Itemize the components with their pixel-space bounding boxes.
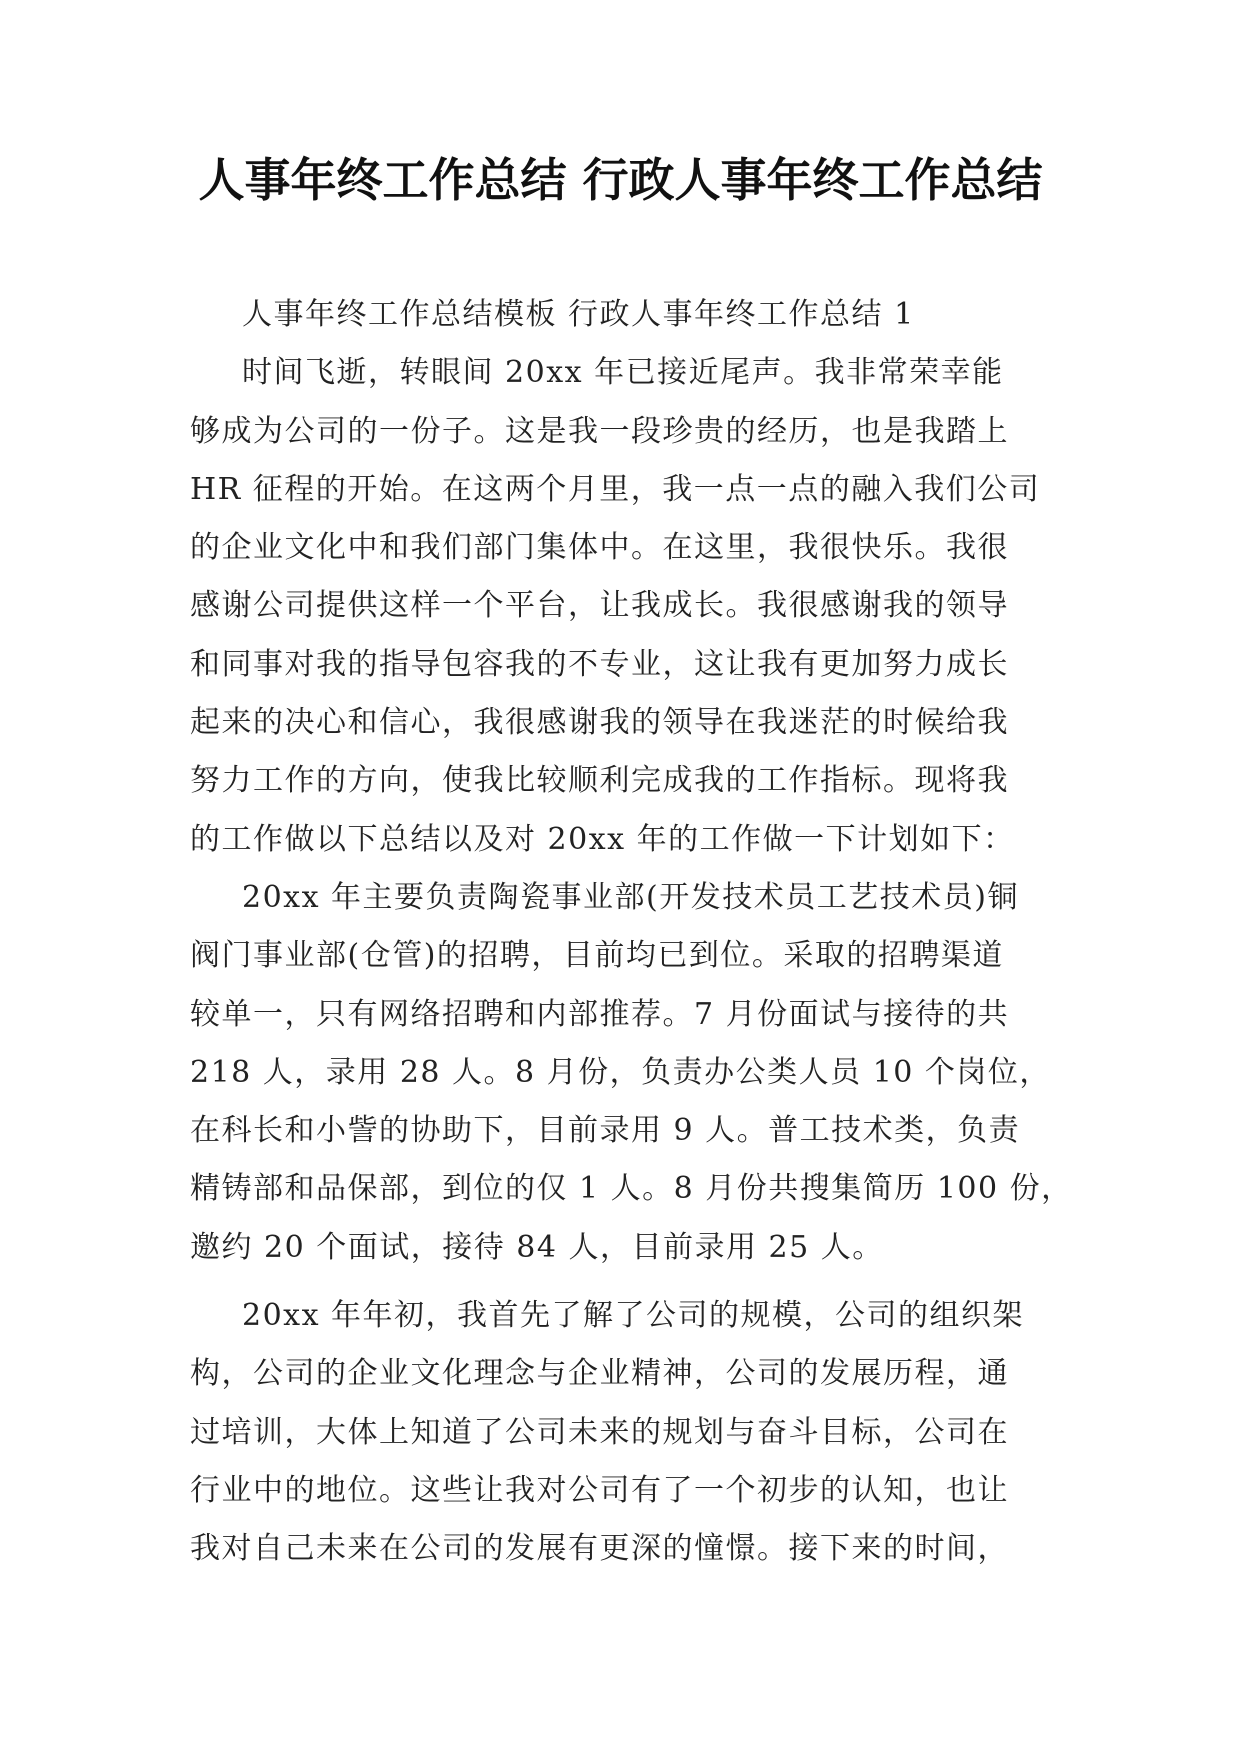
paragraph-line: 20xx 年主要负责陶瓷事业部(开发技术员工艺技术员)铜 [242, 879, 1019, 915]
paragraph-line: 努力工作的方向，使我比较顺利完成我的工作指标。现将我 [190, 763, 1009, 799]
paragraph-line: 的企业文化中和我们部门集体中。在这里，我很快乐。我很 [190, 530, 1009, 566]
paragraph-line: 邀约 20 个面试，接待 84 人，目前录用 25 人。 [190, 1229, 884, 1265]
document-title: 人事年终工作总结 行政人事年终工作总结 [198, 153, 1043, 207]
paragraph-line: 够成为公司的一份子。这是我一段珍贵的经历，也是我踏上 [190, 413, 1009, 449]
paragraph-line: 起来的决心和信心，我很感谢我的领导在我迷茫的时候给我 [190, 705, 1009, 741]
paragraph-line: 在科长和小訾的协助下，目前录用 9 人。普工技术类，负责 [190, 1113, 1021, 1149]
paragraph-line: 精铸部和品保部，到位的仅 1 人。8 月份共搜集简历 100 份， [190, 1171, 1073, 1207]
paragraph-line: 218 人，录用 28 人。8 月份，负责办公类人员 10 个岗位， [190, 1054, 1051, 1090]
paragraph-line: 20xx 年年初，我首先了解了公司的规模，公司的组织架 [242, 1298, 1025, 1334]
paragraph-line: 和同事对我的指导包容我的不专业，这让我有更加努力成长 [190, 646, 1009, 682]
paragraph-line: 时间飞逝，转眼间 20xx 年已接近尾声。我非常荣幸能 [242, 355, 1004, 391]
paragraph-line: 阀门事业部(仓管)的招聘，目前均已到位。采取的招聘渠道 [190, 938, 1004, 974]
paragraph-line: 较单一，只有网络招聘和内部推荐。7 月份面试与接待的共 [190, 996, 1010, 1032]
document-body [190, 286, 1073, 1579]
paragraph-line: HR 征程的开始。在这两个月里，我一点一点的融入我们公司 [190, 471, 1041, 507]
subtitle-line: 人事年终工作总结模板 行政人事年终工作总结 1 [242, 297, 915, 332]
paragraph-line: 构，公司的企业文化理念与企业精神，公司的发展历程，通 [190, 1356, 1009, 1392]
paragraph-gap [190, 1277, 1050, 1287]
paragraph-line: 过培训，大体上知道了公司未来的规划与奋斗目标，公司在 [190, 1414, 1009, 1450]
paragraph-line: 感谢公司提供这样一个平台，让我成长。我很感谢我的领导 [190, 588, 1009, 624]
paragraph-line: 的工作做以下总结以及对 20xx 年的工作做一下计划如下： [190, 821, 1015, 857]
paragraph-line: 行业中的地位。这些让我对公司有了一个初步的认知，也让 [190, 1472, 1009, 1508]
paragraph-line: 我对自己未来在公司的发展有更深的憧憬。接下来的时间， [190, 1531, 1009, 1567]
